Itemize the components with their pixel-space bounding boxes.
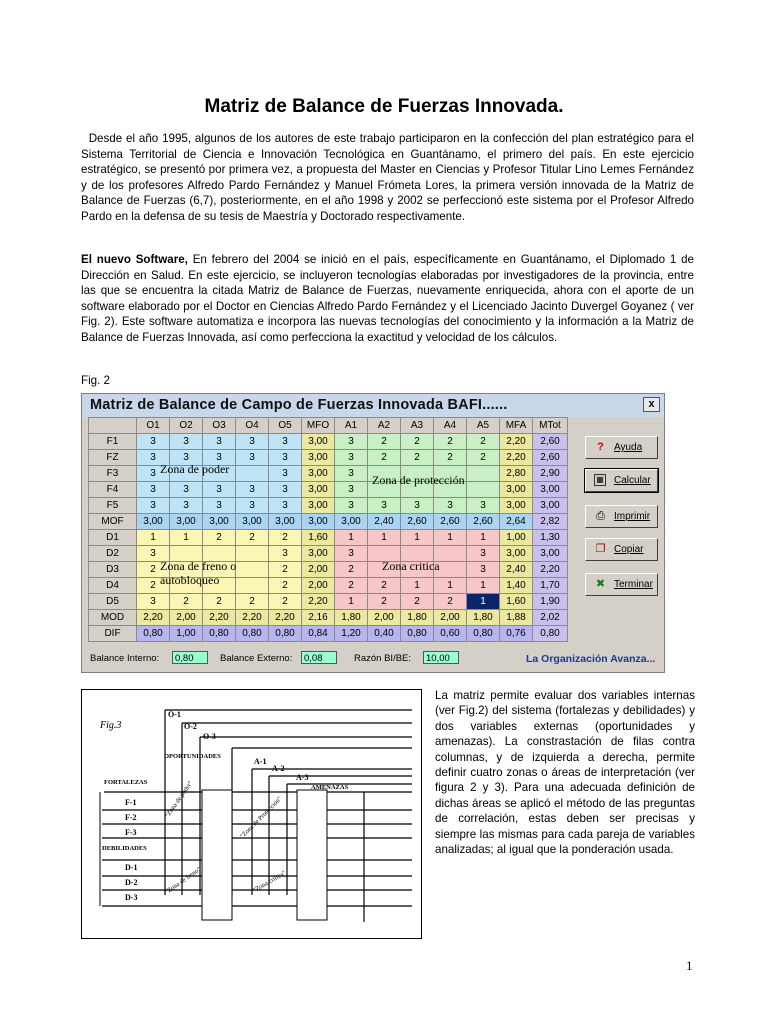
matrix-cell: 3,00	[302, 434, 335, 450]
column-header: A3	[401, 418, 434, 434]
matrix-cell: 3,00	[137, 514, 170, 530]
matrix-cell[interactable]: 2	[467, 434, 500, 450]
window-titlebar	[82, 394, 664, 417]
matrix-cell[interactable]: 2	[269, 578, 302, 594]
calcular-button[interactable]	[585, 469, 658, 492]
calcular-label: Calcular	[614, 475, 651, 486]
matrix-cell: 2,02	[533, 610, 568, 626]
help-icon: ?	[597, 441, 604, 453]
matrix-cell: 3,00	[533, 482, 568, 498]
balance-externo-value: 0,08	[301, 651, 337, 664]
row-header: MOD	[89, 610, 137, 626]
organization-status: La Organización Avanza...	[526, 653, 656, 665]
matrix-cell: 2,20	[203, 610, 236, 626]
matrix-cell[interactable]: 1	[467, 594, 500, 610]
fig3-oportunidades: OPORTUNIDADES	[164, 753, 221, 760]
matrix-cell: 3,00	[302, 514, 335, 530]
matrix-cell[interactable]: 3	[335, 482, 368, 498]
printer-icon: ⎙	[596, 510, 605, 522]
matrix-cell[interactable]: 3	[335, 546, 368, 562]
fig2-label: Fig. 2	[81, 374, 110, 387]
matrix-cell[interactable]: 3	[401, 498, 434, 514]
matrix-cell: 1,00	[500, 530, 533, 546]
terminar-button[interactable]	[585, 573, 658, 596]
matrix-cell: 2,20	[302, 594, 335, 610]
matrix-cell: 2,00	[302, 578, 335, 594]
column-header: O2	[170, 418, 203, 434]
matrix-cell: 3,00	[500, 546, 533, 562]
matrix-cell: 2,60	[533, 434, 568, 450]
fig3-o2: O-2	[184, 722, 197, 731]
matrix-cell: 2,00	[434, 610, 467, 626]
copiar-button[interactable]	[585, 538, 658, 561]
bafi-window	[81, 393, 665, 673]
fig3-zona-freno: "Zona de freno"	[164, 866, 203, 896]
matrix-cell[interactable]: 1	[170, 530, 203, 546]
matrix-cell[interactable]: 3	[236, 498, 269, 514]
matrix-cell[interactable]: 3	[170, 482, 203, 498]
balance-interno-value: 0,80	[172, 651, 208, 664]
close-icon[interactable]: x	[643, 397, 660, 412]
column-header: O1	[137, 418, 170, 434]
matrix-cell[interactable]: 3	[137, 482, 170, 498]
matrix-cell: 1,20	[335, 626, 368, 642]
matrix-cell: 1,60	[302, 530, 335, 546]
matrix-cell[interactable]: 3	[170, 450, 203, 466]
intro-text: Desde el año 1995, algunos de los autores de este trabajo participaron en la confección del plan estratégico para el Sistema Territorial de Ciencia e Innovación Tecnológica en Guantánamo, el primero del país. En este ejercicio estratégico, se presentó por primera vez, a propuesta del Master en Ciencias y Profesor Titular Lino Lemes Fernández y de los profesores Alfredo Pardo Fernández y Manuel Frómeta Lores, la primera versión innovada de la Matriz de Balance de Fuerzas (6,7), posteriormente, en el año 1998 y 2002 se perfeccionó este sistema por el Profesor Alfredo Pardo en la defensa de su tesis de Maestría y Doctorado respectivamente.	[81, 132, 695, 223]
fig3-f1: F-1	[125, 798, 137, 807]
matrix-cell[interactable]: 3	[335, 450, 368, 466]
matrix-cell: 3,00	[302, 546, 335, 562]
matrix-cell: 2,20	[269, 610, 302, 626]
matrix-cell: 3,00	[203, 514, 236, 530]
matrix-cell: 2,40	[500, 562, 533, 578]
zone-critica-label: Zona critica	[382, 559, 440, 573]
matrix-cell: 3,00	[302, 482, 335, 498]
balance-interno-label: Balance Interno:	[90, 653, 160, 664]
matrix-cell[interactable]: 2	[269, 594, 302, 610]
matrix-cell[interactable]: 2	[269, 530, 302, 546]
matrix-cell: 0,76	[500, 626, 533, 642]
matrix-cell[interactable]: 2	[368, 450, 401, 466]
matrix-cell: 1,40	[500, 578, 533, 594]
column-header: O5	[269, 418, 302, 434]
matrix-cell[interactable]: 2	[335, 562, 368, 578]
razon-value: 10,00	[423, 651, 459, 664]
fig3-f3: F-3	[125, 828, 137, 837]
row-header: FZ	[89, 450, 137, 466]
matrix-cell: 1,80	[335, 610, 368, 626]
matrix-cell: 2,60	[401, 514, 434, 530]
matrix-cell: 2,60	[434, 514, 467, 530]
window-title: Matriz de Balance de Campo de Fuerzas Innovada BAFI......	[90, 397, 508, 413]
matrix-cell[interactable]: 2	[401, 434, 434, 450]
fig3-o1: O-1	[168, 710, 181, 719]
matrix-cell: 3,00	[335, 514, 368, 530]
matrix-cell: 3,00	[302, 498, 335, 514]
matrix-cell[interactable]: 3	[335, 434, 368, 450]
intro-paragraph	[81, 131, 694, 225]
matrix-cell: 1,00	[170, 626, 203, 642]
zone-proteccion-label: Zona de protección	[372, 473, 465, 487]
imprimir-label: Imprimir	[614, 511, 651, 522]
matrix-cell[interactable]: 3	[137, 450, 170, 466]
fig3-zona-proteccion: "Zona de Protección"	[239, 795, 284, 840]
matrix-cell: 0,60	[434, 626, 467, 642]
row-header: F3	[89, 466, 137, 482]
matrix-cell: 0,80	[236, 626, 269, 642]
matrix-cell[interactable]: 3	[137, 546, 170, 562]
matrix-cell[interactable]	[467, 466, 500, 482]
matrix-cell: 1,80	[401, 610, 434, 626]
matrix-cell[interactable]: 3	[236, 450, 269, 466]
matrix-cell[interactable]: 3	[368, 498, 401, 514]
matrix-cell: 1,30	[533, 530, 568, 546]
matrix-cell[interactable]: 3	[269, 498, 302, 514]
matrix-cell[interactable]: 3	[137, 466, 170, 482]
matrix-cell: 1,70	[533, 578, 568, 594]
matrix-cell: 1,88	[500, 610, 533, 626]
razon-label: Razón BI/BE:	[354, 653, 412, 664]
column-header	[89, 418, 137, 434]
matrix-cell: 0,80	[269, 626, 302, 642]
matrix-cell[interactable]: 3	[203, 450, 236, 466]
software-heading: El nuevo Software,	[81, 253, 188, 266]
matrix-cell[interactable]: 1	[335, 530, 368, 546]
matrix-cell[interactable]: 3	[467, 546, 500, 562]
matrix-row	[89, 482, 568, 498]
row-header: D5	[89, 594, 137, 610]
ayuda-button[interactable]	[585, 436, 658, 459]
zone-freno-label: Zona de freno o autobloqueo	[160, 559, 237, 587]
matrix-cell[interactable]: 2	[137, 562, 170, 578]
software-text: En febrero del 2004 se inició en el país, específicamente en Guantánamo, el Diplomado 1 de Dirección en Salud. En este ejercicio, se incluyeron tecnologías elaboradas por investigadores de la provincia, entre las que se encuentra la citada Matriz de Balance de Fuerzas, nuevamente enriquecida, ahora con el aporte de un software elaborado por el Doctor en Ciencias Alfredo Pardo Fernández y el Licenciado Jacinto Duvergel Goyanez ( ver Fig. 2). Este software automatiza e incorpora las nuevas tecnologías del conocimiento y la información a la Matriz de Balance de Fuerzas Innovada, así como perfecciona la exactitud y velocidad de los cálculos.	[81, 253, 694, 344]
column-header: A4	[434, 418, 467, 434]
matrix-cell[interactable]: 2	[401, 594, 434, 610]
matrix-cell[interactable]: 3	[269, 450, 302, 466]
matrix-cell: 3,00	[302, 466, 335, 482]
row-header: F1	[89, 434, 137, 450]
matrix-row	[89, 610, 568, 626]
right-paragraph: La matriz permite evaluar dos variables internas (ver Fig.2) del sistema (fortalezas y debilidades) y dos variables externas (oportunidades y amenazas). La constrastación de filas contra columnas, y de izquierda a derecha, permite definir cuatro zonas o áreas de interpretación (ver figura 2 y 3). Para una adecuada definición de dichas áreas se aplicó el método de las preguntas de correlación, estas deben ser precisas y siempre las mismas para cada pareja de variables analizadas; al igual que la ponderación usada.	[435, 689, 695, 857]
matrix-cell[interactable]: 2	[203, 594, 236, 610]
matrix-cell[interactable]: 1	[368, 530, 401, 546]
fig3-f2: F-2	[125, 813, 137, 822]
matrix-cell: 3,00	[500, 498, 533, 514]
matrix-cell: 0,80	[401, 626, 434, 642]
exit-icon: ✖	[595, 578, 606, 590]
matrix-cell[interactable]: 2	[434, 594, 467, 610]
matrix-cell[interactable]: 1	[434, 578, 467, 594]
matrix-cell: 3,00	[533, 498, 568, 514]
fig3-a2: A-2	[272, 764, 285, 773]
fig3-o3: O-3	[203, 732, 216, 741]
matrix-cell[interactable]: 2	[467, 450, 500, 466]
matrix-cell[interactable]: 2	[368, 578, 401, 594]
matrix-cell[interactable]: 3	[269, 434, 302, 450]
matrix-cell: 3,00	[302, 450, 335, 466]
matrix-cell: 2,40	[368, 514, 401, 530]
copy-icon: ❐	[595, 543, 606, 555]
matrix-cell: 2,90	[533, 466, 568, 482]
matrix-cell: 0,84	[302, 626, 335, 642]
matrix-cell[interactable]: 3	[137, 498, 170, 514]
matrix-cell: 2,80	[500, 466, 533, 482]
matrix-cell: 1,60	[500, 594, 533, 610]
matrix-cell[interactable]: 2	[434, 434, 467, 450]
matrix-cell[interactable]: 2	[401, 450, 434, 466]
matrix-cell[interactable]: 3	[269, 546, 302, 562]
matrix-cell: 2,60	[533, 450, 568, 466]
matrix-cell[interactable]: 2	[368, 434, 401, 450]
matrix-cell[interactable]: 2	[170, 594, 203, 610]
column-header: MFA	[500, 418, 533, 434]
matrix-header-row	[89, 418, 568, 434]
matrix-cell[interactable]: 1	[467, 530, 500, 546]
matrix-cell: 1,90	[533, 594, 568, 610]
matrix-cell[interactable]: 2	[203, 530, 236, 546]
matrix-row	[89, 530, 568, 546]
matrix-cell: 0,80	[533, 626, 568, 642]
matrix-cell[interactable]: 2	[236, 594, 269, 610]
matrix-cell: 0,80	[203, 626, 236, 642]
balance-externo-label: Balance Externo:	[220, 653, 293, 664]
row-header: DIF	[89, 626, 137, 642]
matrix-cell[interactable]: 2	[236, 530, 269, 546]
terminar-label: Terminar	[614, 579, 653, 590]
fig3-d1: D-1	[125, 863, 138, 872]
row-header: MOF	[89, 514, 137, 530]
column-header: MFO	[302, 418, 335, 434]
matrix-row	[89, 594, 568, 610]
matrix-row	[89, 514, 568, 530]
matrix-cell: 2,60	[467, 514, 500, 530]
matrix-cell[interactable]: 1	[401, 530, 434, 546]
row-header: D3	[89, 562, 137, 578]
row-header: D1	[89, 530, 137, 546]
matrix-cell[interactable]: 3	[203, 434, 236, 450]
fig3-label: Fig.3	[100, 720, 122, 731]
row-header: F5	[89, 498, 137, 514]
matrix-cell[interactable]: 3	[170, 434, 203, 450]
row-header: D2	[89, 546, 137, 562]
matrix-cell: 3,00	[533, 546, 568, 562]
matrix-cell[interactable]: 3	[335, 498, 368, 514]
imprimir-button[interactable]	[585, 505, 658, 528]
column-header: O3	[203, 418, 236, 434]
matrix-cell[interactable]: 2	[137, 578, 170, 594]
column-header: A5	[467, 418, 500, 434]
matrix-cell: 0,80	[467, 626, 500, 642]
matrix-cell: 3,00	[500, 482, 533, 498]
fig3-d3: D-3	[125, 893, 138, 902]
page-number: 1	[686, 958, 693, 973]
fig3-debilidades: DEBILIDADES	[102, 845, 147, 852]
matrix-cell: 3,00	[269, 514, 302, 530]
matrix-cell[interactable]: 3	[137, 594, 170, 610]
matrix-cell[interactable]: 3	[335, 466, 368, 482]
matrix-cell: 2,16	[302, 610, 335, 626]
matrix-cell[interactable]: 1	[401, 578, 434, 594]
matrix-cell[interactable]: 3	[434, 498, 467, 514]
matrix-cell: 2,00	[302, 562, 335, 578]
page-title: Matriz de Balance de Fuerzas Innovada.	[204, 96, 564, 117]
matrix-cell[interactable]: 3	[269, 482, 302, 498]
matrix-cell[interactable]: 3	[236, 434, 269, 450]
matrix-cell: 2,00	[170, 610, 203, 626]
fig3-zona-critica: "Zona crítica"	[252, 869, 288, 895]
matrix-cell: 1,80	[467, 610, 500, 626]
row-header: D4	[89, 578, 137, 594]
matrix-cell: 0,40	[368, 626, 401, 642]
matrix-cell: 0,80	[137, 626, 170, 642]
matrix-cell[interactable]	[467, 482, 500, 498]
matrix-cell[interactable]: 2	[368, 594, 401, 610]
matrix-cell[interactable]: 2	[434, 450, 467, 466]
matrix-cell[interactable]: 3	[269, 466, 302, 482]
ayuda-label: Ayuda	[614, 442, 643, 453]
matrix-cell[interactable]: 3	[467, 498, 500, 514]
column-header: A1	[335, 418, 368, 434]
matrix-cell[interactable]: 3	[203, 482, 236, 498]
calculator-icon: ▦	[594, 474, 606, 486]
matrix-cell: 3,00	[170, 514, 203, 530]
matrix-cell: 2,20	[137, 610, 170, 626]
matrix-cell: 2,20	[500, 434, 533, 450]
matrix-cell[interactable]: 1	[467, 578, 500, 594]
software-paragraph	[81, 252, 694, 346]
matrix-cell: 3,00	[236, 514, 269, 530]
matrix-cell[interactable]: 1	[434, 530, 467, 546]
fig3-d2: D-2	[125, 878, 138, 887]
fig3-a3: A-3	[296, 773, 309, 782]
matrix-cell: 2,82	[533, 514, 568, 530]
matrix-cell[interactable]: 3	[236, 482, 269, 498]
fig3-fortalezas: FORTALEZAS	[104, 779, 148, 786]
matrix-cell[interactable]: 2	[269, 562, 302, 578]
column-header: A2	[368, 418, 401, 434]
matrix-cell: 2,20	[533, 562, 568, 578]
row-header: F4	[89, 482, 137, 498]
matrix-cell: 2,20	[500, 450, 533, 466]
matrix-cell[interactable]: 3	[170, 498, 203, 514]
matrix-cell[interactable]: 1	[137, 530, 170, 546]
column-header: MTot	[533, 418, 568, 434]
fig3-diagram	[81, 689, 422, 939]
column-header: O4	[236, 418, 269, 434]
matrix-cell: 2,00	[368, 610, 401, 626]
fig3-zona-poder: "Zona de poder"	[164, 779, 195, 820]
matrix-cell[interactable]: 3	[467, 562, 500, 578]
zone-poder-label: Zona de poder	[160, 462, 230, 476]
matrix-row	[89, 434, 568, 450]
matrix-row	[89, 498, 568, 514]
matrix-grid	[88, 417, 568, 642]
fig3-a1: A-1	[254, 757, 267, 766]
matrix-cell[interactable]: 3	[203, 498, 236, 514]
matrix-cell[interactable]: 3	[137, 434, 170, 450]
copiar-label: Copiar	[614, 544, 644, 555]
matrix-cell: 2,64	[500, 514, 533, 530]
matrix-cell[interactable]: 1	[335, 594, 368, 610]
matrix-cell: 2,20	[236, 610, 269, 626]
fig3-amenazas: AMENAZAS	[311, 784, 349, 791]
matrix-cell[interactable]: 2	[335, 578, 368, 594]
matrix-cell[interactable]	[236, 466, 269, 482]
matrix-row	[89, 626, 568, 642]
